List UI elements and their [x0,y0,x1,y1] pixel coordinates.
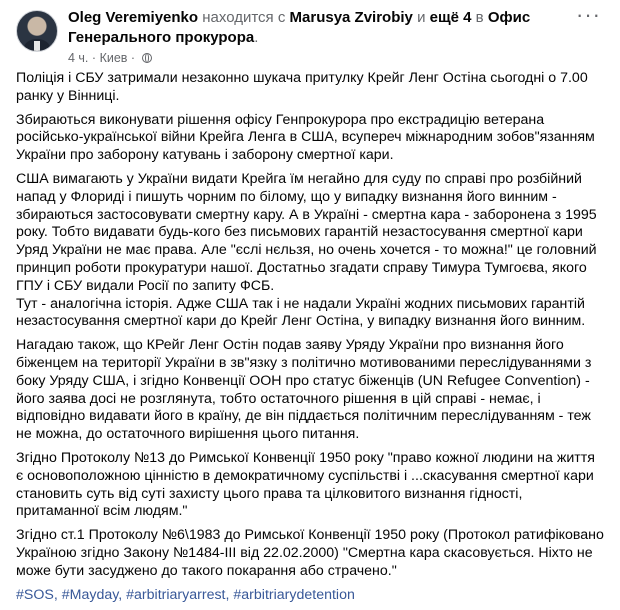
hashtag-link[interactable]: #Mayday [61,586,119,603]
post-paragraph-3b: Тут - аналогічна історія. Адже США так і не надали Україні жодних письмових гарантій незастосування смертної кари до Крейг Ленг Остіна, у випадку визнання його винним. [16,295,586,330]
author-avatar[interactable] [16,10,58,52]
post-paragraph-4: Нагадаю також, що КРейг Ленг Остін подав заяву Уряду України про визнання його біженцем на території України в зв"язку з політично мотивованими переслідуваннями з боку Уряду США, і згідно Конвенції ООН про статус біженців (UN Refugee Convention) - його заява досі не розглянута, тобто остаточного рішення в цій справі - немає, і відповідно видавати його в країну, де він піддається політичним переслідуванням - теж не можна, до остаточного вирішення цього питання. [16,337,592,443]
post-paragraph-3: США вимагають у України видати Крейга їм негайно для суду по справі про розбійний напад у Флориді і пишуть чорним по білому, що у випадку визнання його винним - збираються застосовувати смертну кару. А в Україні - смертна кара - заборонена з 1995 року. Тобто видавати будь-кого без письмових гарантій незастосування смертної кари Уряд України не має права. Але "єслі нєльзя, но очень хочется - то можна!" це головний принцип роботи прокуратури нашої. Достатньо згадати справу Тимура Тумгоєва, якого ГПУ і СБУ видали Росії по запиту ФСБ. [16,170,597,294]
post-title-line [68,8,568,48]
post-header [16,8,576,65]
author-name[interactable]: Oleg Veremiyenko [68,9,199,26]
post-place[interactable]: Киев [99,51,128,65]
globe-icon[interactable] [142,53,152,63]
post-paragraph-1: Поліція і СБУ затримали незаконно шукача притулку Крейг Ленг Остіна сьогодні о 7.00 ранку у Вінниці. [16,70,588,104]
hashtag-separator: , [225,586,234,603]
hashtag-separator: , [53,586,62,603]
in-text: в [475,9,484,26]
location-link[interactable]: Офис Генерального прокурора [68,9,531,46]
hashtag-line [16,587,606,605]
location-suffix: . [254,29,259,46]
hashtag-link[interactable]: #arbitriarydetention [233,586,355,603]
post-paragraph-6: Згідно ст.1 Протоколу №6\1983 до Римської Конвенції 1950 року (Протокол ратифіковано Україною згідно Закону №1484-III від 22.02.2000) "Смертна кара скасовується. Ніхто не може бути засуджено до такого покарання або страчено." [16,527,604,579]
post-time[interactable]: 4 ч. [68,51,89,65]
post-paragraph-2: Збираються виконувати рішення офісу Генпрокурора про екстрадицію ветерана російсько-української війни Крейга Ленга в США, всупереч міжнародним зобов"язанням України про заборону катувань і заборону смертної кари. [16,111,595,164]
tagged-person[interactable]: Marusya Zvirobiy [289,9,413,26]
hashtag-link[interactable]: #arbitriaryarrest [126,586,226,603]
and-text: и [417,9,426,26]
more-options-button[interactable]: ··· [576,2,601,27]
post-meta [68,50,152,66]
meta-separator-2: · [130,51,136,65]
avatar-shirt [34,41,40,51]
post-content [16,70,606,610]
hashtag-separator: , [118,586,127,603]
with-text: находится с [202,9,286,26]
meta-separator: · [91,51,97,65]
others-link[interactable]: ещё 4 [429,9,472,26]
post-paragraph-5: Згідно Протоколу №13 до Римської Конвенції 1950 року "право кожної людини на життя є основоположною цінністю в демократичному суспільстві і ...скасування смертної кари становить суть від суті захисту цього права та цілковитого визнання гідності, притаманної всім людям." [16,449,595,520]
hashtag-link[interactable]: #SOS [16,586,54,603]
